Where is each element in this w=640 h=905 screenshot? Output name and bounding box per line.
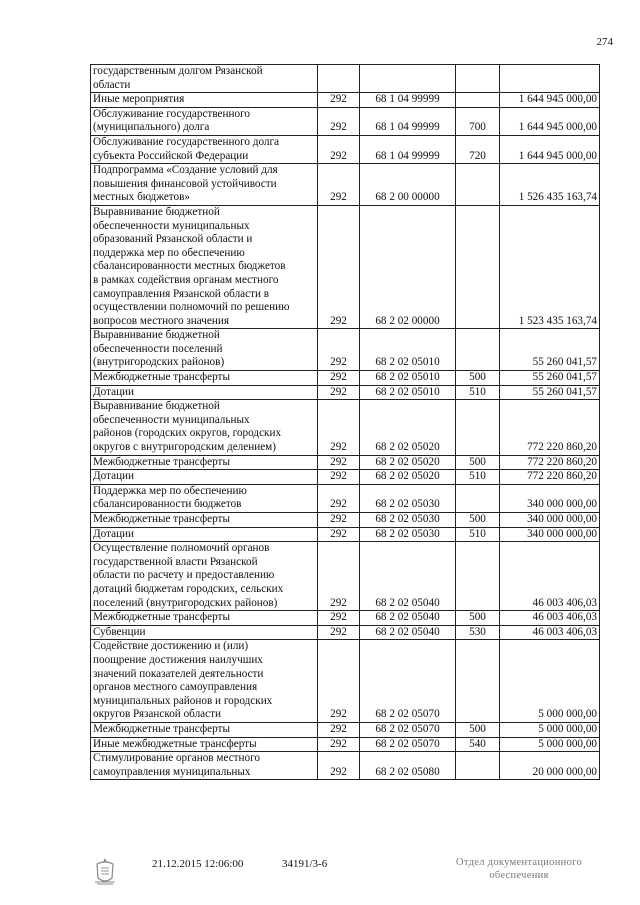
row-target-code: 68 2 02 05020 <box>360 400 456 455</box>
row-amount: 772 220 860,20 <box>500 470 600 485</box>
regional-emblem-icon <box>92 856 118 886</box>
row-amount <box>500 65 600 93</box>
footer-doc-number: 34191/3-6 <box>282 858 328 870</box>
table-row <box>91 329 600 371</box>
row-target-code: 68 2 02 05080 <box>360 752 456 780</box>
row-name: Содействие достижению и (или) поощрение достижения наилучших значений показателей деятельности органов местного самоуправления муниципальных районов и городских округов Рязанской области <box>91 640 318 723</box>
row-expense-type: 500 <box>456 513 500 528</box>
row-expense-type: 720 <box>456 135 500 163</box>
table-row <box>91 611 600 626</box>
row-target-code: 68 1 04 99999 <box>360 107 456 135</box>
row-amount: 1 644 945 000,00 <box>500 107 600 135</box>
row-ved-code: 292 <box>318 737 360 752</box>
table-row <box>91 400 600 455</box>
table-row <box>91 107 600 135</box>
row-expense-type: 510 <box>456 385 500 400</box>
row-amount: 772 220 860,20 <box>500 455 600 470</box>
table-row <box>91 625 600 640</box>
row-amount: 5 000 000,00 <box>500 722 600 737</box>
row-name: Обслуживание государственного (муниципального) долга <box>91 107 318 135</box>
row-expense-type <box>456 164 500 206</box>
row-ved-code <box>318 65 360 93</box>
row-name: Межбюджетные трансферты <box>91 722 318 737</box>
table-row <box>91 527 600 542</box>
row-ved-code: 292 <box>318 470 360 485</box>
row-target-code: 68 2 02 05020 <box>360 455 456 470</box>
row-name: Стимулирование органов местного самоуправления муниципальных <box>91 752 318 780</box>
footer-datetime: 21.12.2015 12:06:00 <box>152 858 244 870</box>
row-name: Дотации <box>91 385 318 400</box>
row-amount: 55 260 041,57 <box>500 385 600 400</box>
row-name: Межбюджетные трансферты <box>91 611 318 626</box>
row-target-code: 68 2 02 00000 <box>360 205 456 328</box>
row-ved-code: 292 <box>318 205 360 328</box>
row-ved-code: 292 <box>318 107 360 135</box>
row-ved-code: 292 <box>318 93 360 108</box>
row-ved-code: 292 <box>318 455 360 470</box>
row-amount: 20 000 000,00 <box>500 752 600 780</box>
row-expense-type <box>456 484 500 512</box>
row-ved-code: 292 <box>318 385 360 400</box>
row-target-code: 68 2 02 05040 <box>360 611 456 626</box>
table-row <box>91 513 600 528</box>
table-row <box>91 205 600 328</box>
row-amount: 1 523 435 163,74 <box>500 205 600 328</box>
row-target-code: 68 2 02 05010 <box>360 371 456 386</box>
row-amount: 340 000 000,00 <box>500 484 600 512</box>
row-name: Субвенции <box>91 625 318 640</box>
row-ved-code: 292 <box>318 329 360 371</box>
table-row <box>91 752 600 780</box>
row-target-code: 68 2 02 05070 <box>360 640 456 723</box>
row-name: Поддержка мер по обеспечению сбалансированности бюджетов <box>91 484 318 512</box>
row-expense-type <box>456 400 500 455</box>
row-target-code: 68 2 02 05030 <box>360 527 456 542</box>
row-expense-type <box>456 93 500 108</box>
page-number: 274 <box>596 36 613 48</box>
table-row <box>91 371 600 386</box>
row-target-code: 68 2 02 05070 <box>360 722 456 737</box>
row-amount: 55 260 041,57 <box>500 329 600 371</box>
table-row <box>91 470 600 485</box>
row-amount: 46 003 406,03 <box>500 611 600 626</box>
row-ved-code: 292 <box>318 722 360 737</box>
row-expense-type <box>456 542 500 611</box>
row-target-code: 68 2 00 00000 <box>360 164 456 206</box>
department-stamp <box>444 856 594 882</box>
stamp-line-2: обеспечения <box>489 870 549 881</box>
row-name: Обслуживание государственного долга субъекта Российской Федерации <box>91 135 318 163</box>
table-row <box>91 722 600 737</box>
row-expense-type <box>456 329 500 371</box>
table-row <box>91 93 600 108</box>
row-expense-type: 530 <box>456 625 500 640</box>
row-name: Выравнивание бюджетной обеспеченности муниципальных районов (городских округов, городских округов с внутригородским делением) <box>91 400 318 455</box>
budget-table <box>90 64 600 780</box>
row-name: Межбюджетные трансферты <box>91 371 318 386</box>
row-ved-code: 292 <box>318 513 360 528</box>
row-ved-code: 292 <box>318 542 360 611</box>
row-target-code: 68 2 02 05010 <box>360 329 456 371</box>
row-amount: 55 260 041,57 <box>500 371 600 386</box>
row-ved-code: 292 <box>318 135 360 163</box>
budget-table-body <box>91 65 600 780</box>
row-expense-type <box>456 205 500 328</box>
row-expense-type: 500 <box>456 611 500 626</box>
row-amount: 772 220 860,20 <box>500 400 600 455</box>
row-name: Дотации <box>91 470 318 485</box>
stamp-line-1: Отдел документационного <box>455 857 583 868</box>
row-ved-code: 292 <box>318 484 360 512</box>
row-target-code <box>360 65 456 93</box>
row-amount: 340 000 000,00 <box>500 513 600 528</box>
table-row <box>91 455 600 470</box>
row-ved-code: 292 <box>318 640 360 723</box>
row-name: Подпрограмма «Создание условий для повышения финансовой устойчивости местных бюджетов» <box>91 164 318 206</box>
row-ved-code: 292 <box>318 752 360 780</box>
row-expense-type <box>456 65 500 93</box>
row-amount: 1 644 945 000,00 <box>500 93 600 108</box>
row-name: Выравнивание бюджетной обеспеченности поселений (внутригородских районов) <box>91 329 318 371</box>
row-target-code: 68 2 02 05040 <box>360 542 456 611</box>
row-amount: 340 000 000,00 <box>500 527 600 542</box>
table-row <box>91 484 600 512</box>
row-expense-type: 500 <box>456 455 500 470</box>
table-row <box>91 385 600 400</box>
row-ved-code: 292 <box>318 164 360 206</box>
table-row <box>91 640 600 723</box>
row-amount: 46 003 406,03 <box>500 542 600 611</box>
row-name: Осуществление полномочий органов государственной власти Рязанской области по расчету и предоставлению дотаций бюджетам городских, сельских поселений (внутригородских районов) <box>91 542 318 611</box>
table-row <box>91 737 600 752</box>
footer <box>0 856 640 896</box>
table-row <box>91 164 600 206</box>
row-target-code: 68 1 04 99999 <box>360 135 456 163</box>
row-amount: 1 644 945 000,00 <box>500 135 600 163</box>
row-name: государственным долгом Рязанской области <box>91 65 318 93</box>
row-target-code: 68 2 02 05010 <box>360 385 456 400</box>
row-ved-code: 292 <box>318 527 360 542</box>
row-name: Дотации <box>91 527 318 542</box>
row-ved-code: 292 <box>318 371 360 386</box>
row-target-code: 68 2 02 05070 <box>360 737 456 752</box>
row-ved-code: 292 <box>318 625 360 640</box>
table-row <box>91 542 600 611</box>
row-amount: 5 000 000,00 <box>500 737 600 752</box>
row-expense-type: 510 <box>456 527 500 542</box>
table-row <box>91 65 600 93</box>
row-target-code: 68 2 02 05040 <box>360 625 456 640</box>
row-ved-code: 292 <box>318 400 360 455</box>
row-name: Иные межбюджетные трансферты <box>91 737 318 752</box>
row-name: Межбюджетные трансферты <box>91 455 318 470</box>
row-amount: 5 000 000,00 <box>500 640 600 723</box>
row-name: Иные мероприятия <box>91 93 318 108</box>
row-expense-type: 700 <box>456 107 500 135</box>
row-expense-type <box>456 752 500 780</box>
row-amount: 46 003 406,03 <box>500 625 600 640</box>
row-expense-type: 540 <box>456 737 500 752</box>
row-expense-type <box>456 640 500 723</box>
row-target-code: 68 2 02 05020 <box>360 470 456 485</box>
row-ved-code: 292 <box>318 611 360 626</box>
table-row <box>91 135 600 163</box>
row-amount: 1 526 435 163,74 <box>500 164 600 206</box>
row-name: Межбюджетные трансферты <box>91 513 318 528</box>
row-target-code: 68 2 02 05030 <box>360 513 456 528</box>
row-name: Выравнивание бюджетной обеспеченности муниципальных образований Рязанской области и поддержка мер по обеспечению сбалансированности местных бюджетов в рамках содействия органам местного самоуправления Рязанской области в осуществлении полномочий по решению вопросов местного значения <box>91 205 318 328</box>
row-target-code: 68 2 02 05030 <box>360 484 456 512</box>
row-expense-type: 510 <box>456 470 500 485</box>
row-expense-type: 500 <box>456 722 500 737</box>
row-expense-type: 500 <box>456 371 500 386</box>
row-target-code: 68 1 04 99999 <box>360 93 456 108</box>
